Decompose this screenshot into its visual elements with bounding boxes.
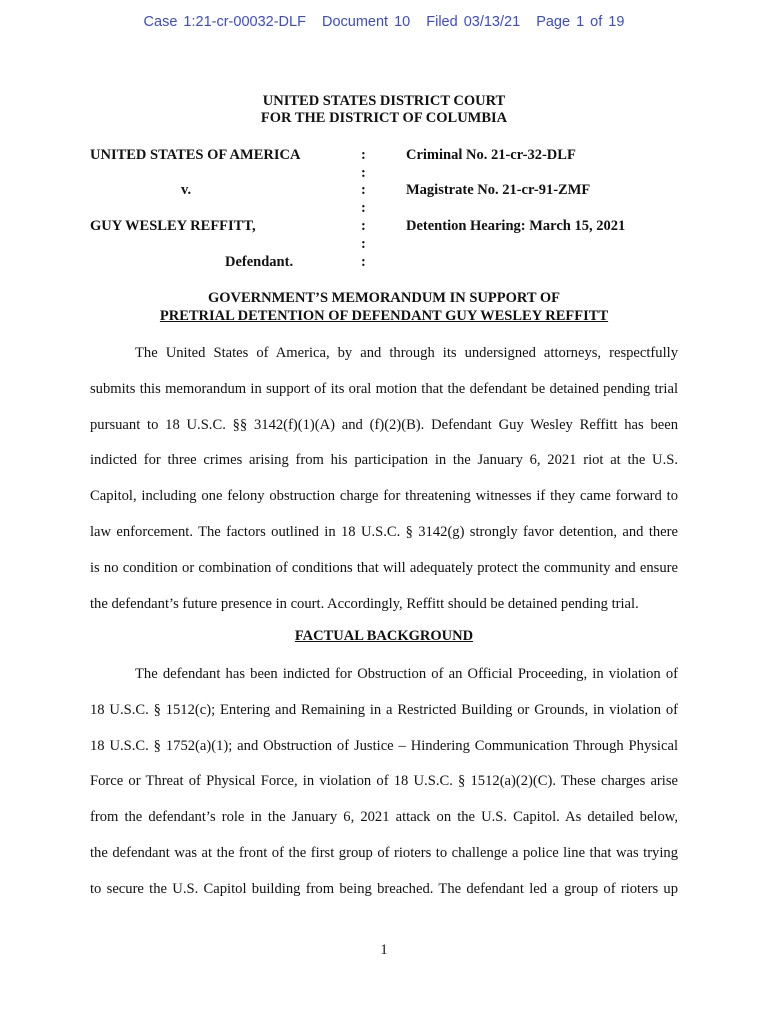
- paragraph-line: The United States of America, by and through its undersigned attorneys, respectfully: [135, 345, 678, 361]
- paragraph-line: law enforcement. The factors outlined in 18 U.S.C. § 3142(g) strongly favor detention, and there: [90, 523, 678, 540]
- page-number: 1: [380, 942, 388, 958]
- caption-plaintiff: UNITED STATES OF AMERICA: [90, 147, 301, 163]
- caption-colon: :: [361, 165, 366, 181]
- caption-colon: :: [361, 236, 366, 252]
- court-line-1: UNITED STATES DISTRICT COURT: [262, 93, 506, 109]
- filed-date: Filed 03/13/21: [426, 14, 521, 30]
- paragraph-line: Capitol, including one felony obstruction charge for threatening witnesses if they came forward to: [90, 488, 678, 505]
- court-line-2: FOR THE DISTRICT OF COLUMBIA: [260, 110, 508, 126]
- document-number: Document 10: [321, 14, 411, 30]
- title-line-1: GOVERNMENT’S MEMORANDUM IN SUPPORT OF: [207, 290, 561, 306]
- background-paragraph: [90, 663, 678, 914]
- caption-defendant-label: Defendant.: [225, 254, 294, 270]
- filing-header: [0, 14, 768, 30]
- paragraph-line: the defendant was at the front of the first group of rioters to challenge a police line that was trying: [90, 844, 678, 861]
- magistrate-number: Magistrate No. 21-cr-91-ZMF: [406, 182, 591, 198]
- paragraph-line: The defendant has been indicted for Obstruction of an Official Proceeding, in violation of: [135, 666, 678, 682]
- court-name: [0, 93, 768, 127]
- page-indicator: Page 1 of 19: [536, 14, 625, 30]
- paragraph-line: is no condition or combination of conditions that will adequately protect the community and ensure: [90, 559, 678, 576]
- case-number: Case 1:21-cr-00032-DLF: [143, 14, 306, 30]
- caption-colon: :: [361, 254, 366, 270]
- title-line-2: PRETRIAL DETENTION OF DEFENDANT GUY WESLEY REFFITT: [159, 308, 609, 324]
- caption-colon: :: [361, 182, 366, 198]
- memorandum-title: [0, 289, 768, 325]
- paragraph-line: Force or Threat of Physical Force, in violation of 18 U.S.C. § 1512(a)(2)(C). These charges arise: [90, 773, 678, 790]
- detention-hearing-date: Detention Hearing: March 15, 2021: [406, 218, 626, 234]
- caption-versus: v.: [181, 182, 192, 198]
- paragraph-line: to secure the U.S. Capitol building from being breached. The defendant led a group of rioters up: [90, 880, 678, 897]
- caption-colon: :: [361, 200, 366, 216]
- paragraph-line: submits this memorandum in support of its oral motion that the defendant be detained pending trial: [90, 380, 678, 397]
- paragraph-line: indicted for three crimes arising from his participation in the January 6, 2021 riot at the U.S.: [90, 452, 678, 469]
- paragraph-line: pursuant to 18 U.S.C. §§ 3142(f)(1)(A) and (f)(2)(B). Defendant Guy Wesley Reffitt has been: [90, 416, 678, 433]
- intro-paragraph: [90, 342, 678, 628]
- paragraph-line: 18 U.S.C. § 1752(a)(1); and Obstruction of Justice – Hindering Communication Through Physical: [90, 737, 678, 754]
- section-heading-factual-background: FACTUAL BACKGROUND: [294, 628, 474, 644]
- caption-colon: :: [361, 218, 366, 234]
- paragraph-line: 18 U.S.C. § 1512(c); Entering and Remaining in a Restricted Building or Grounds, in violation of: [90, 701, 678, 718]
- paragraph-line: from the defendant’s role in the January 6, 2021 attack on the U.S. Capitol. As detailed below,: [90, 809, 678, 826]
- paragraph-line: the defendant’s future presence in court. Accordingly, Reffitt should be detained pending trial.: [90, 595, 639, 612]
- criminal-number: Criminal No. 21-cr-32-DLF: [406, 147, 576, 163]
- caption-colon: :: [361, 147, 366, 163]
- caption-defendant-name: GUY WESLEY REFFITT,: [90, 218, 256, 234]
